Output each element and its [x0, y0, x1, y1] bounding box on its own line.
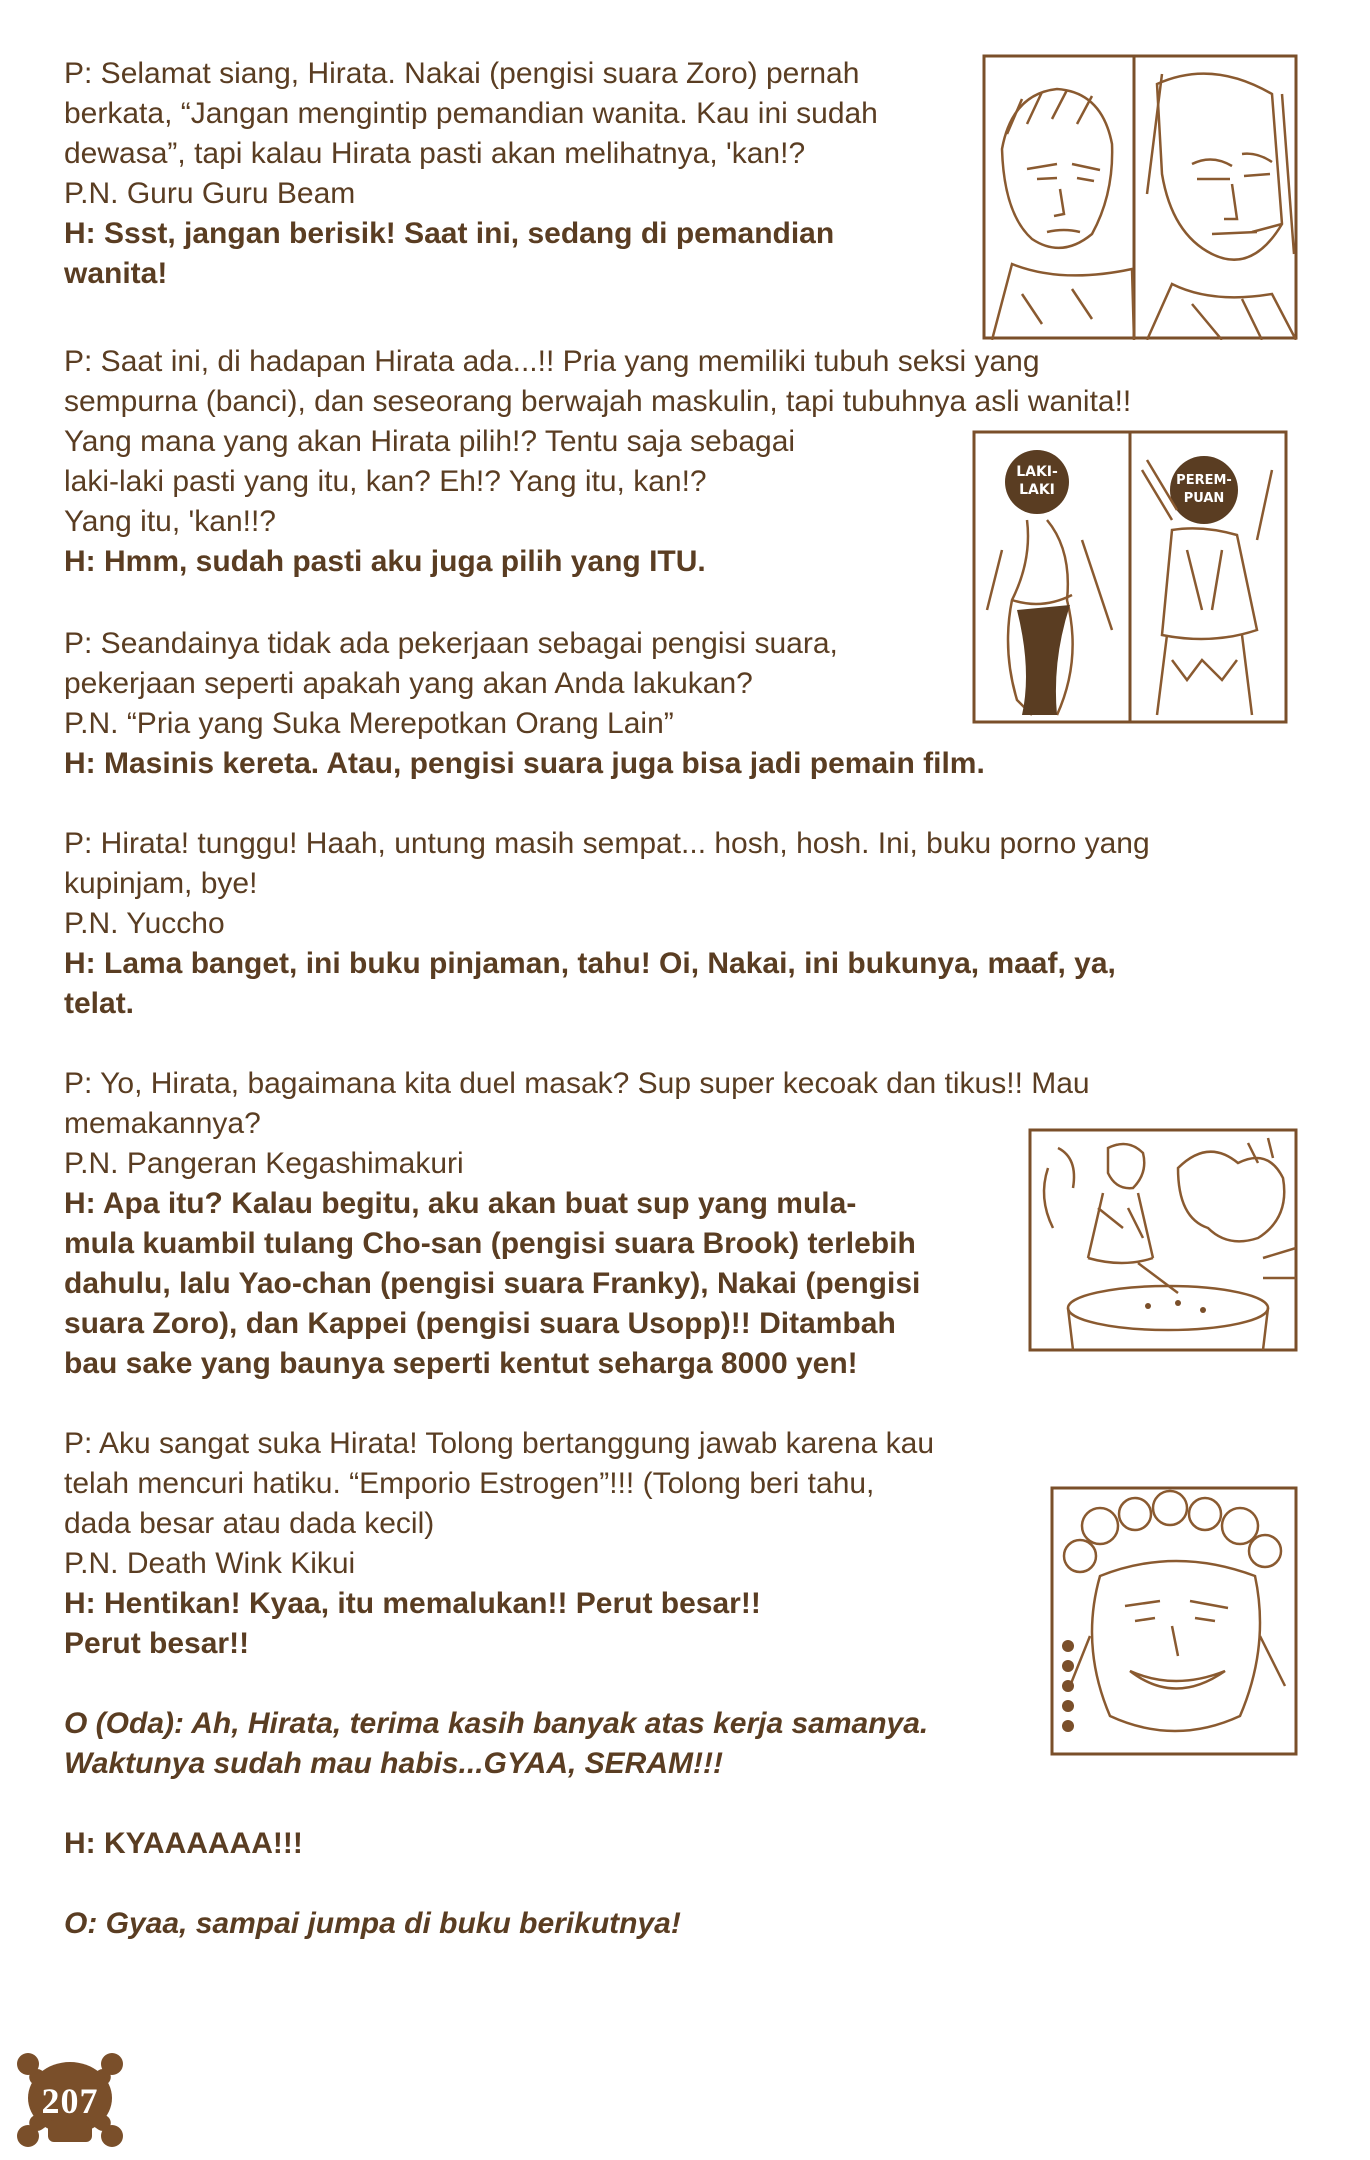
- question-line: P: Seandainya tidak ada pekerjaan sebagai pengisi suara,: [64, 627, 838, 660]
- qa-block-5: [64, 1064, 1090, 1384]
- manga-panel-1: [982, 54, 1298, 340]
- illustration-zoro-kinemon: [982, 54, 1298, 340]
- sender-name: P.N. Guru Guru Beam: [64, 177, 356, 210]
- question-line: dada besar atau dada kecil): [64, 1507, 435, 1540]
- illustration-laki-perempuan: [972, 430, 1288, 724]
- manga-panel-4: [1050, 1486, 1298, 1756]
- question-line: P: Yo, Hirata, bagaimana kita duel masak? Sup super kecoak dan tikus!! Mau: [64, 1067, 1090, 1100]
- label-perempuan-line2: PUAN: [1183, 491, 1225, 506]
- answer-line: bau sake yang baunya seperti kentut seharga 8000 yen!: [64, 1347, 858, 1380]
- question-line: Yang itu, 'kan!!?: [64, 505, 276, 538]
- question-line: telah mencuri hatiku. “Emporio Estrogen”!!! (Tolong beri tahu,: [64, 1467, 875, 1500]
- question-line: sempurna (banci), dan seseorang berwajah maskulin, tapi tubuhnya asli wanita!!: [64, 385, 1132, 418]
- question-line: Yang mana yang akan Hirata pilih!? Tentu saja sebagai: [64, 425, 796, 458]
- qa-block-6: [64, 1424, 934, 1664]
- sender-name: P.N. “Pria yang Suka Merepotkan Orang Lain”: [64, 707, 674, 740]
- answer-line: H: Hmm, sudah pasti aku juga pilih yang ITU.: [64, 545, 706, 578]
- qa-block-4: [64, 824, 1150, 1024]
- label-perempuan-line1: PEREM-: [1176, 473, 1232, 488]
- sender-name: P.N. Death Wink Kikui: [64, 1547, 356, 1580]
- answer-line: H: Masinis kereta. Atau, pengisi suara juga bisa jadi pemain film.: [64, 747, 985, 780]
- closing-farewell: [64, 1904, 681, 1944]
- answer-line: H: Apa itu? Kalau begitu, aku akan buat sup yang mula-: [64, 1187, 857, 1220]
- question-line: berkata, “Jangan mengintip pemandian wanita. Kau ini sudah: [64, 97, 878, 130]
- answer-line: suara Zoro), dan Kappei (pengisi suara Usopp)!! Ditambah: [64, 1307, 896, 1340]
- answer-line: H: Hentikan! Kyaa, itu memalukan!! Perut besar!!: [64, 1587, 761, 1620]
- question-line: P: Hirata! tunggu! Haah, untung masih sempat... hosh, hosh. Ini, buku porno yang: [64, 827, 1150, 860]
- label-laki-laki-line2: LAKI: [1019, 482, 1055, 498]
- illustration-cooking: [1028, 1128, 1298, 1352]
- qa-block-1: [64, 54, 878, 294]
- question-line: dewasa”, tapi kalau Hirata pasti akan melihatnya, 'kan!?: [64, 137, 806, 170]
- oda-line: O (Oda): Ah, Hirata, terima kasih banyak atas kerja samanya.: [64, 1707, 929, 1740]
- answer-line: Perut besar!!: [64, 1627, 250, 1660]
- manga-panel-3: [1028, 1128, 1298, 1352]
- illustration-ivankov: [1050, 1486, 1298, 1756]
- question-line: P: Aku sangat suka Hirata! Tolong bertanggung jawab karena kau: [64, 1427, 935, 1460]
- answer-line: mula kuambil tulang Cho-san (pengisi suara Brook) terlebih: [64, 1227, 916, 1260]
- question-line: memakannya?: [64, 1107, 261, 1140]
- question-line: P: Saat ini, di hadapan Hirata ada...!! Pria yang memiliki tubuh seksi yang: [64, 345, 1040, 378]
- qa-block-3: [64, 624, 985, 784]
- question-line: pekerjaan seperti apakah yang akan Anda lakukan?: [64, 667, 753, 700]
- closing-oda: [64, 1704, 928, 1784]
- sender-name: P.N. Pangeran Kegashimakuri: [64, 1147, 464, 1180]
- question-line: laki-laki pasti yang itu, kan? Eh!? Yang itu, kan!?: [64, 465, 707, 498]
- page-number-badge: [14, 2050, 126, 2150]
- page-number: 207: [41, 2081, 99, 2121]
- label-laki-laki-line1: LAKI-: [1016, 464, 1058, 480]
- answer-line: H: Lama banget, ini buku pinjaman, tahu! Oi, Nakai, ini bukunya, maaf, ya,: [64, 947, 1116, 980]
- sender-name: P.N. Yuccho: [64, 907, 225, 940]
- oda-line: Waktunya sudah mau habis...GYAA, SERAM!!!: [64, 1747, 723, 1780]
- answer-line: H: Ssst, jangan berisik! Saat ini, sedang di pemandian: [64, 217, 835, 250]
- answer-line: dahulu, lalu Yao-chan (pengisi suara Franky), Nakai (pengisi: [64, 1267, 921, 1300]
- question-line: kupinjam, bye!: [64, 867, 258, 900]
- closing-hirata: [64, 1824, 303, 1864]
- hirata-line: H: KYAAAAAA!!!: [64, 1827, 303, 1860]
- answer-line: wanita!: [64, 257, 168, 290]
- manga-panel-2: [972, 430, 1288, 724]
- question-line: P: Selamat siang, Hirata. Nakai (pengisi suara Zoro) pernah: [64, 57, 860, 90]
- farewell-line: O: Gyaa, sampai jumpa di buku berikutnya!: [64, 1907, 681, 1940]
- answer-line: telat.: [64, 987, 135, 1020]
